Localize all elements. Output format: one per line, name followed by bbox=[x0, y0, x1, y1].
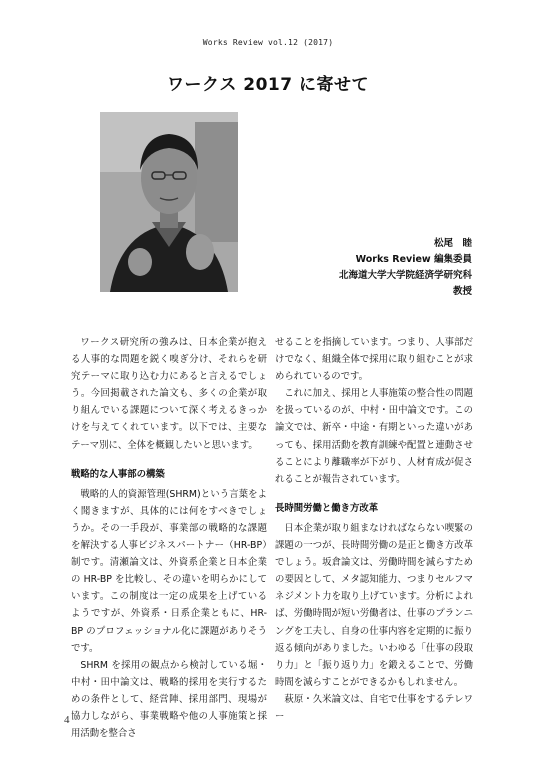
body-paragraph: 戦略的人的資源管理(SHRM)という言葉をよく聞きますが、具体的には何をすべきでしょうか。その一手段が、事業部の戦略的な課題を解決する人事ビジネスパートナー（HR-BP）制です。清瀬論文は、外資系企業と日本企業の HR-BP を比較し、その違いを明らかにしています。この制度は一定の成果を上げているようですが、外資系・日系企業ともに、HR-BP のプロフェッショナル化に課題がありそうです。 bbox=[71, 488, 267, 654]
author-role: Works Review 編集委員 bbox=[355, 254, 472, 265]
left-column bbox=[71, 334, 267, 742]
section-heading-work-style: 長時間労働と働き方改革 bbox=[275, 502, 379, 514]
author-position: 教授 bbox=[452, 286, 472, 297]
intro-paragraph: ワークス研究所の強みは、日本企業が抱える人事的な問題を鋭く嗅ぎ分け、それらを研究テーマに取り込む力にあると言えるでしょう。今回掲載された論文も、多くの企業が取り組んでいる課題について深く考えるきっかけを与えてくれています。以下では、主要なテーマ別に、全体を概観したいと思います。 bbox=[71, 337, 267, 451]
body-paragraph-continued: せることを指摘しています。つまり、人事部だけでなく、組織全体で採用に取り組むことが求められているのです。 bbox=[275, 337, 473, 383]
author-name: 松尾 睦 bbox=[433, 238, 472, 249]
body-paragraph: これに加え、採用と人事施策の整合性の問題を扱っているのが、中村・田中論文です。この論文では、新卒・中途・有期といった違いがあっても、採用活動を教育訓練や配置と連動させることにより離職率が下がり、人材育成が促されることが報告されています。 bbox=[275, 388, 473, 485]
right-column bbox=[275, 334, 473, 725]
section-heading-strategic-hr: 戦略的な人事部の構築 bbox=[71, 468, 165, 480]
page-number: 4 bbox=[64, 714, 70, 726]
body-paragraph: SHRM を採用の観点から検討している堀・中村・田中論文は、戦略的採用を実行するための条件として、経営陣、採用部門、現場が協力しながら、事業戦略や他の人事施策と採用活動を整合さ bbox=[71, 659, 267, 740]
author-affiliation: 北海道大学大学院経済学研究科 bbox=[338, 270, 472, 281]
author-block bbox=[212, 236, 472, 300]
body-paragraph: 萩原・久米論文は、自宅で仕事をするテレワー bbox=[275, 693, 473, 722]
body-paragraph: 日本企業が取り組まなければならない喫緊の課題の一つが、長時間労働の是正と働き方改革でしょう。坂倉論文は、労働時間を減らすための要因として、メタ認知能力、つまりセルフマネジメント力を取り上げています。分析によれば、労働時間が短い労働者は、仕事のプランニングを工夫し、自身の仕事内容を定期的に振り返る傾向がありました。いわゆる「仕事の段取り力」と「振り返り力」を鍛えることで、労働時間を減らすことができるかもしれません。 bbox=[275, 522, 473, 688]
running-header: Works Review vol.12 (2017) bbox=[202, 38, 334, 47]
article-title: ワークス 2017 に寄せて bbox=[167, 75, 369, 95]
